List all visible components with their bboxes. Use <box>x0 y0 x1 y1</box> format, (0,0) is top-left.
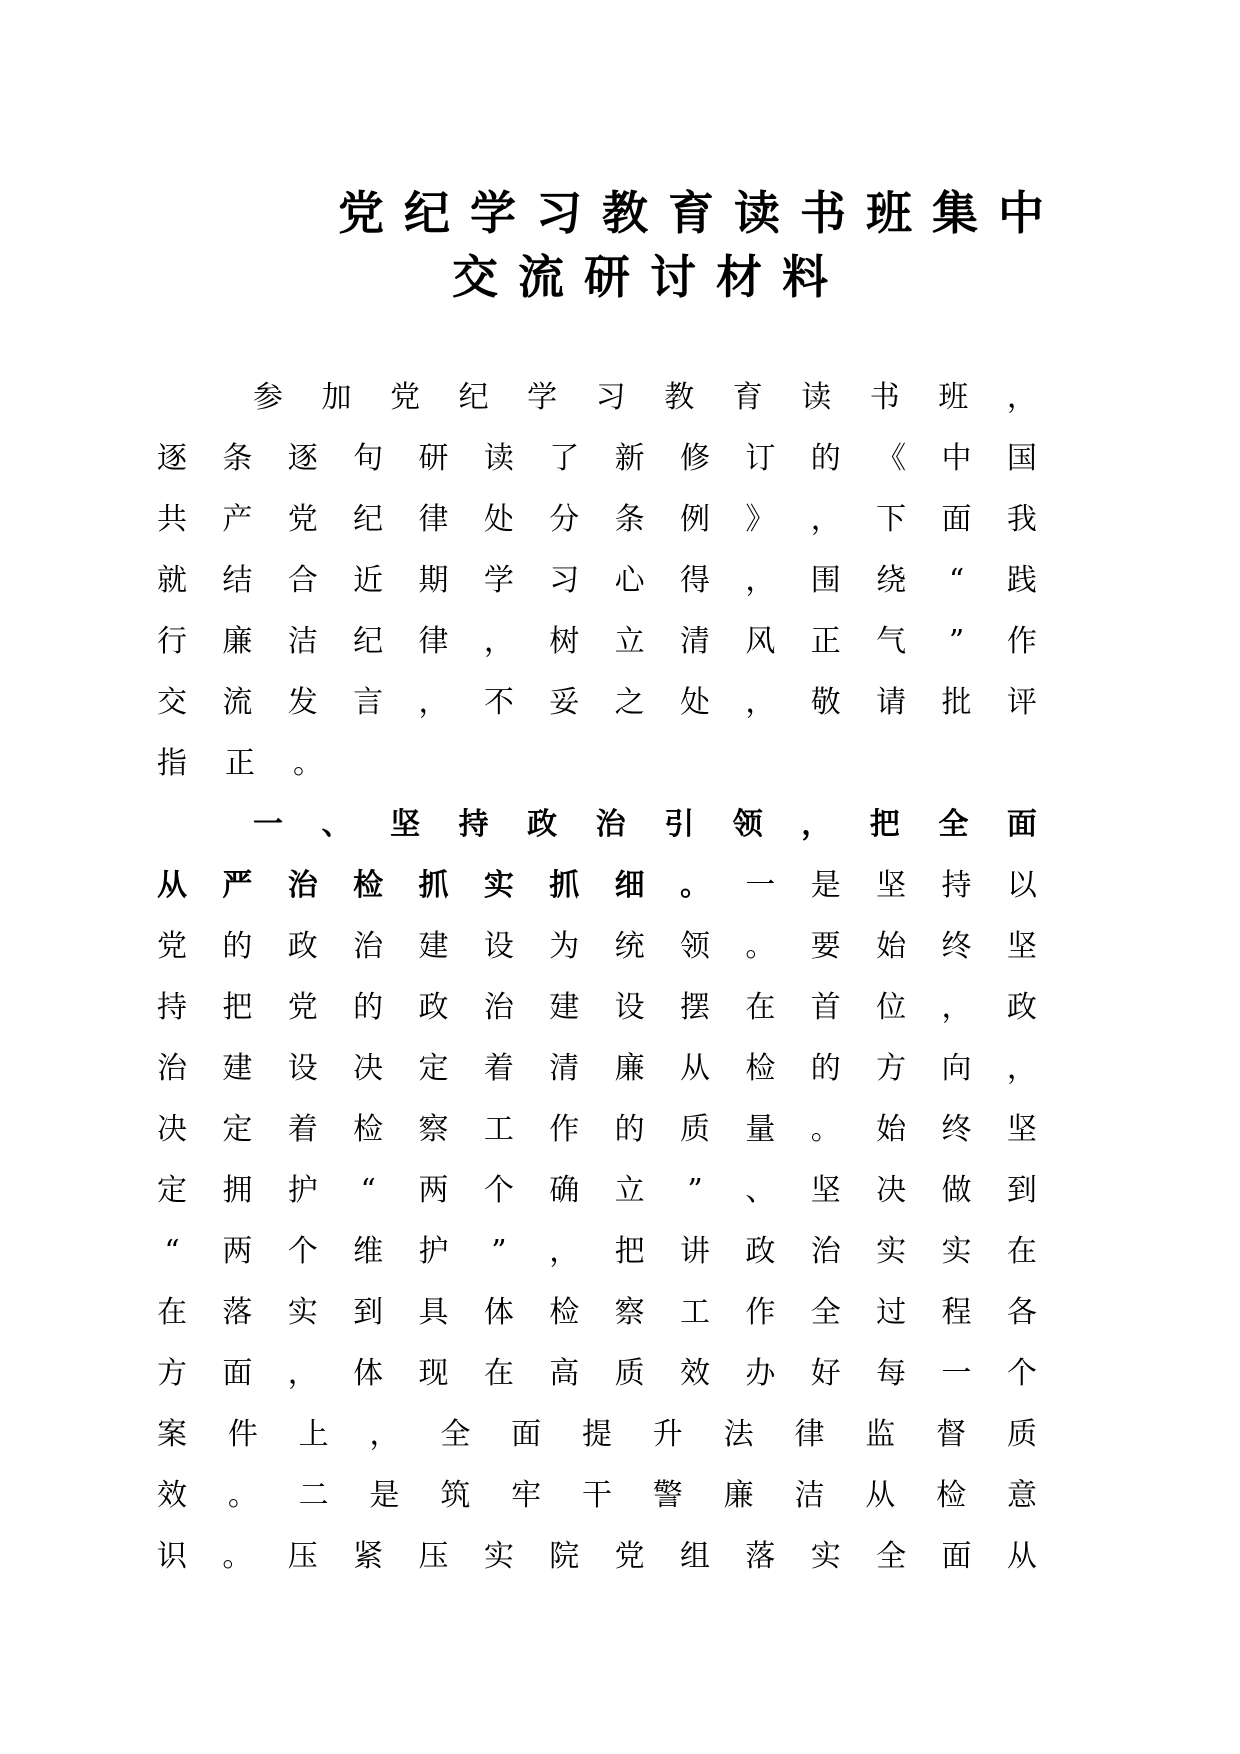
body-char: 具 <box>418 1295 449 1330</box>
body-char: 参 <box>253 380 283 415</box>
body-line <box>157 1222 1037 1282</box>
body-char: 得 <box>680 563 710 598</box>
body-char: 期 <box>418 563 449 598</box>
body-char: 从 <box>865 1478 896 1513</box>
body-line <box>157 1344 1037 1404</box>
body-char: 以 <box>1006 868 1037 903</box>
body-char: 治 <box>595 807 626 842</box>
body-char: 定 <box>222 1112 253 1147</box>
body-char: 批 <box>941 685 972 720</box>
body-char: 党 <box>287 502 318 537</box>
body-char: 纪 <box>353 502 384 537</box>
body-char: 修 <box>680 441 710 476</box>
body-char: 引 <box>664 807 695 842</box>
body-char: 护 <box>287 1173 318 1208</box>
body-char: 一 <box>253 807 283 842</box>
body-char: 严 <box>222 868 253 903</box>
body-char: 我 <box>1006 502 1037 537</box>
body-char: 流 <box>222 685 253 720</box>
body-char: 实 <box>483 868 514 903</box>
body-line <box>157 490 1037 550</box>
body-char: 督 <box>936 1417 967 1452</box>
body-char: 政 <box>527 807 558 842</box>
body-char: 读 <box>483 441 514 476</box>
body-char: 全 <box>810 1295 841 1330</box>
body-char: 《 <box>876 441 907 476</box>
body-char: 质 <box>1006 1417 1037 1452</box>
body-char: 坚 <box>390 807 421 842</box>
body-line <box>157 856 1037 916</box>
body-char: 检 <box>745 1051 776 1086</box>
body-line <box>157 429 1037 489</box>
body-char: 习 <box>595 380 626 415</box>
body-char: 到 <box>1006 1173 1037 1208</box>
body-line <box>157 734 1037 794</box>
body-char: 高 <box>549 1356 580 1391</box>
body-char: 读 <box>801 380 832 415</box>
body-line <box>157 978 1037 1038</box>
body-char: 建 <box>549 990 580 1025</box>
body-char: 发 <box>287 685 318 720</box>
body-char: 在 <box>483 1356 514 1391</box>
body-char: 现 <box>418 1356 449 1391</box>
body-char: 律 <box>794 1417 825 1452</box>
body-char: ， <box>745 563 776 598</box>
body-char: 的 <box>810 441 841 476</box>
body-char: 妥 <box>549 685 580 720</box>
body-char: 各 <box>1006 1295 1037 1330</box>
body-char: 。 <box>745 929 776 964</box>
body-char: ” <box>948 624 965 659</box>
body-char: 筑 <box>440 1478 471 1513</box>
body-char: 维 <box>353 1234 384 1269</box>
body-char: “ <box>164 1234 180 1269</box>
body-char: 检 <box>353 1112 384 1147</box>
body-char: 了 <box>549 441 580 476</box>
body-char: 实 <box>287 1295 318 1330</box>
body-char: 学 <box>527 380 558 415</box>
body-line <box>157 1283 1037 1343</box>
body-char: 立 <box>614 624 645 659</box>
body-char: 始 <box>876 929 907 964</box>
body-char: 正 <box>810 624 841 659</box>
body-char: 一 <box>941 1356 972 1391</box>
body-char: 在 <box>745 990 776 1025</box>
body-char: 正 <box>225 746 255 781</box>
body-char: 党 <box>390 380 421 415</box>
body-line <box>157 551 1037 611</box>
body-char: 办 <box>745 1356 776 1391</box>
body-char: 量 <box>745 1112 776 1147</box>
body-char: 检 <box>353 868 384 903</box>
body-char: 监 <box>865 1417 896 1452</box>
body-char: 要 <box>810 929 841 964</box>
body-line <box>253 795 1037 855</box>
body-char: 位 <box>876 990 907 1025</box>
body-char: 摆 <box>680 990 710 1025</box>
body-char: 领 <box>680 929 710 964</box>
body-char: 牢 <box>511 1478 542 1513</box>
body-char: 面 <box>941 1539 972 1574</box>
body-char: 个 <box>287 1234 318 1269</box>
body-char: 落 <box>745 1539 776 1574</box>
body-char: 个 <box>483 1173 514 1208</box>
body-char: 一 <box>745 868 776 903</box>
body-char: 书 <box>869 380 900 415</box>
body-char: 党 <box>287 990 318 1025</box>
body-char: 订 <box>745 441 776 476</box>
body-char: 教 <box>664 380 695 415</box>
body-char: 践 <box>1006 563 1037 598</box>
body-char: 坚 <box>876 868 907 903</box>
body-char: 政 <box>1006 990 1037 1025</box>
body-char: 习 <box>549 563 580 598</box>
body-char: 下 <box>876 502 907 537</box>
body-char: 设 <box>483 929 514 964</box>
body-char: 风 <box>745 624 776 659</box>
body-char: 。 <box>222 1539 253 1574</box>
body-char: 设 <box>614 990 645 1025</box>
body-char: 方 <box>876 1051 907 1086</box>
body-char: 的 <box>614 1112 645 1147</box>
body-char: ， <box>369 1417 400 1452</box>
body-char: ， <box>745 685 776 720</box>
body-char: 学 <box>483 563 514 598</box>
body-char: 讲 <box>680 1234 710 1269</box>
body-char: 班 <box>938 380 969 415</box>
body-char: 建 <box>222 1051 253 1086</box>
body-char: 气 <box>876 624 907 659</box>
body-char: 终 <box>941 1112 972 1147</box>
body-char: 是 <box>369 1478 400 1513</box>
body-char: 立 <box>614 1173 645 1208</box>
body-char: 为 <box>549 929 580 964</box>
body-line <box>157 1527 1037 1587</box>
body-char: 把 <box>222 990 253 1025</box>
body-char: 树 <box>549 624 580 659</box>
body-char: 面 <box>1006 807 1037 842</box>
body-char: 领 <box>732 807 763 842</box>
body-char: 从 <box>1006 1539 1037 1574</box>
body-char: ， <box>941 990 972 1025</box>
body-char: 条 <box>222 441 253 476</box>
body-line <box>157 1161 1037 1221</box>
body-char: 首 <box>810 990 841 1025</box>
body-char: 。 <box>227 1478 258 1513</box>
body-char: 治 <box>483 990 514 1025</box>
body-char: 请 <box>876 685 907 720</box>
body-line <box>157 612 1037 672</box>
body-char: 识 <box>157 1539 187 1574</box>
body-char: 党 <box>614 1539 645 1574</box>
body-char: 、 <box>745 1173 776 1208</box>
body-char: 律 <box>418 502 449 537</box>
body-char: 纪 <box>353 624 384 659</box>
body-char: 确 <box>549 1173 580 1208</box>
body-char: 清 <box>549 1051 580 1086</box>
body-char: 两 <box>418 1173 449 1208</box>
body-char: 的 <box>810 1051 841 1086</box>
body-char: 质 <box>680 1112 710 1147</box>
body-char: 定 <box>418 1051 449 1086</box>
body-char: 向 <box>941 1051 972 1086</box>
body-char: 交 <box>157 685 187 720</box>
body-char: ， <box>418 685 449 720</box>
body-char: 加 <box>321 380 352 415</box>
body-char: 院 <box>549 1539 580 1574</box>
body-char: 条 <box>614 502 645 537</box>
body-char: 治 <box>157 1051 187 1086</box>
body-char: 》 <box>745 502 776 537</box>
body-char: 作 <box>745 1295 776 1330</box>
body-char: 工 <box>483 1112 514 1147</box>
body-char: 政 <box>745 1234 776 1269</box>
body-char: 治 <box>287 868 318 903</box>
body-char: 每 <box>876 1356 907 1391</box>
body-char: 作 <box>1006 624 1037 659</box>
body-char: ， <box>810 502 841 537</box>
body-char: 的 <box>353 990 384 1025</box>
body-char: 统 <box>614 929 645 964</box>
body-line <box>157 1466 1037 1526</box>
body-char: 体 <box>483 1295 514 1330</box>
body-char: 处 <box>483 502 514 537</box>
body-line <box>157 1100 1037 1160</box>
body-char: 个 <box>1006 1356 1037 1391</box>
body-char: 是 <box>810 868 841 903</box>
body-char: 面 <box>222 1356 253 1391</box>
body-char: 评 <box>1006 685 1037 720</box>
body-char: ， <box>287 1356 318 1391</box>
body-char: 细 <box>614 868 645 903</box>
body-char: 质 <box>614 1356 645 1391</box>
body-char: 。 <box>293 746 323 781</box>
body-char: ” <box>687 1173 703 1208</box>
body-char: ， <box>483 624 514 659</box>
body-char: 党 <box>157 929 187 964</box>
body-char: 作 <box>549 1112 580 1147</box>
body-char: 清 <box>680 624 710 659</box>
body-char: 实 <box>483 1539 514 1574</box>
body-char: 新 <box>614 441 645 476</box>
body-line <box>157 1405 1037 1465</box>
body-char: “ <box>948 563 965 598</box>
body-char: 压 <box>287 1539 318 1574</box>
body-char: 的 <box>222 929 253 964</box>
body-char: 组 <box>680 1539 710 1574</box>
body-char: 廉 <box>614 1051 645 1086</box>
body-char: 面 <box>941 502 972 537</box>
body-char: 实 <box>810 1539 841 1574</box>
body-char: 洁 <box>794 1478 825 1513</box>
body-char: 检 <box>549 1295 580 1330</box>
body-char: 。 <box>680 868 710 903</box>
body-char: 着 <box>483 1051 514 1086</box>
body-char: 抓 <box>549 868 580 903</box>
body-char: 结 <box>222 563 253 598</box>
body-char: 意 <box>1006 1478 1037 1513</box>
body-char: 从 <box>680 1051 710 1086</box>
body-char: 把 <box>614 1234 645 1269</box>
body-char: 面 <box>511 1417 542 1452</box>
body-char: 分 <box>549 502 580 537</box>
body-char: 检 <box>936 1478 967 1513</box>
body-char: ， <box>801 807 832 842</box>
body-char: 全 <box>938 807 969 842</box>
body-char: 洁 <box>287 624 318 659</box>
body-char: 始 <box>876 1112 907 1147</box>
body-char: 就 <box>157 563 187 598</box>
body-char: 坚 <box>810 1173 841 1208</box>
body-char: 廉 <box>723 1478 754 1513</box>
body-char: 案 <box>157 1417 187 1452</box>
body-char: 敬 <box>810 685 841 720</box>
body-char: 察 <box>614 1295 645 1330</box>
body-char: 持 <box>157 990 187 1025</box>
body-char: 升 <box>652 1417 683 1452</box>
body-char: 全 <box>440 1417 471 1452</box>
body-char: 二 <box>298 1478 329 1513</box>
body-char: ， <box>1006 380 1037 415</box>
body-char: ” <box>491 1234 507 1269</box>
body-char: 从 <box>157 868 187 903</box>
body-char: 把 <box>869 807 900 842</box>
body-char: 近 <box>353 563 384 598</box>
body-char: 紧 <box>353 1539 384 1574</box>
body-char: 共 <box>157 502 187 537</box>
body-char: 心 <box>614 563 645 598</box>
body-char: 持 <box>941 868 972 903</box>
body-char: 例 <box>680 502 710 537</box>
body-char: 在 <box>157 1295 187 1330</box>
body-char: 。 <box>810 1112 841 1147</box>
body-char: 决 <box>353 1051 384 1086</box>
body-char: 坚 <box>1006 1112 1037 1147</box>
body-char: 着 <box>287 1112 318 1147</box>
body-char: 廉 <box>222 624 253 659</box>
body-char: 围 <box>810 563 841 598</box>
body-char: 育 <box>732 380 763 415</box>
body-char: 句 <box>353 441 384 476</box>
body-char: 设 <box>287 1051 318 1086</box>
body-char: 言 <box>353 685 384 720</box>
body-char: 治 <box>353 929 384 964</box>
body-char: 做 <box>941 1173 972 1208</box>
body-char: 程 <box>941 1295 972 1330</box>
body-char: 干 <box>581 1478 612 1513</box>
body-line <box>253 368 1037 428</box>
body-char: 在 <box>1006 1234 1037 1269</box>
body-char: 落 <box>222 1295 253 1330</box>
body-line <box>157 917 1037 977</box>
body-char: 方 <box>157 1356 187 1391</box>
body-char: 研 <box>418 441 449 476</box>
body-char: 产 <box>222 502 253 537</box>
body-char: 建 <box>418 929 449 964</box>
body-char: 纪 <box>458 380 489 415</box>
body-char: 好 <box>810 1356 841 1391</box>
body-char: 工 <box>680 1295 710 1330</box>
body-char: 全 <box>876 1539 907 1574</box>
body-char: ， <box>1006 1051 1037 1086</box>
body-char: 警 <box>652 1478 683 1513</box>
body-char: 持 <box>458 807 489 842</box>
body-char: 政 <box>287 929 318 964</box>
body-char: 政 <box>418 990 449 1025</box>
body-char: 上 <box>298 1417 329 1452</box>
body-char: 终 <box>941 929 972 964</box>
body-char: 律 <box>418 624 449 659</box>
body-line <box>157 673 1037 733</box>
body-char: 国 <box>1006 441 1037 476</box>
body-char: 到 <box>353 1295 384 1330</box>
body-char: ， <box>549 1234 580 1269</box>
body-char: 效 <box>157 1478 187 1513</box>
body-char: 行 <box>157 624 187 659</box>
body-char: 抓 <box>418 868 449 903</box>
body-char: “ <box>360 1173 376 1208</box>
body-char: 提 <box>581 1417 612 1452</box>
body-char: 治 <box>810 1234 841 1269</box>
document-title-line-2: 交流研讨材料 <box>452 250 848 304</box>
body-char: 实 <box>876 1234 907 1269</box>
body-char: 拥 <box>222 1173 253 1208</box>
body-char: 察 <box>418 1112 449 1147</box>
body-char: 实 <box>941 1234 972 1269</box>
body-char: 指 <box>157 746 187 781</box>
body-char: 坚 <box>1006 929 1037 964</box>
body-char: 过 <box>876 1295 907 1330</box>
body-char: 效 <box>680 1356 710 1391</box>
body-char: 决 <box>876 1173 907 1208</box>
body-char: 决 <box>157 1112 187 1147</box>
body-char: 绕 <box>876 563 907 598</box>
body-char: 逐 <box>287 441 318 476</box>
body-char: 定 <box>157 1173 187 1208</box>
body-char: 护 <box>418 1234 449 1269</box>
body-char: 处 <box>680 685 710 720</box>
body-char: 件 <box>227 1417 258 1452</box>
body-char: 体 <box>353 1356 384 1391</box>
body-char: 、 <box>321 807 352 842</box>
body-char: 之 <box>614 685 645 720</box>
document-title-line-1: 党纪学习教育读书班集中 <box>338 186 1064 240</box>
body-char: 中 <box>941 441 972 476</box>
body-char: 不 <box>483 685 514 720</box>
body-char: 合 <box>287 563 318 598</box>
body-char: 法 <box>723 1417 754 1452</box>
body-char: 两 <box>222 1234 253 1269</box>
body-char: 压 <box>418 1539 449 1574</box>
body-char: 逐 <box>157 441 187 476</box>
body-line <box>157 1039 1037 1099</box>
